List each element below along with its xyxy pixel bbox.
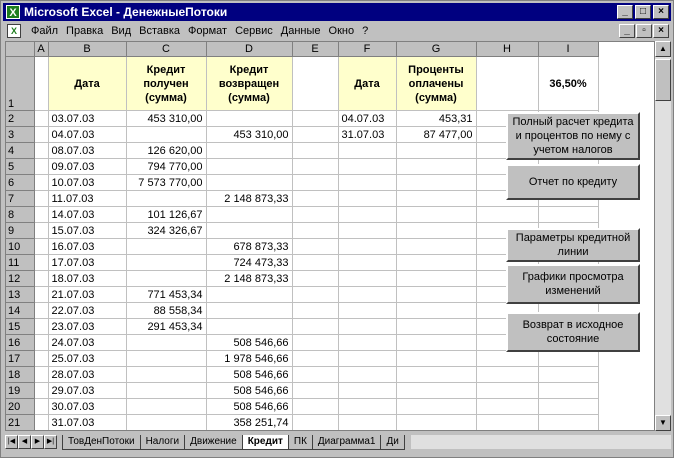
- col-header-f[interactable]: F: [338, 42, 396, 57]
- reset-state-button[interactable]: Возврат в исходное состояние: [506, 312, 640, 352]
- cell[interactable]: [476, 399, 538, 415]
- interest-paid-cell[interactable]: [396, 335, 476, 351]
- interest-date-cell[interactable]: [338, 159, 396, 175]
- row-header[interactable]: 19: [6, 383, 34, 399]
- date-cell[interactable]: 25.07.03: [48, 351, 126, 367]
- credit-received-cell[interactable]: 453 310,00: [126, 111, 206, 127]
- credit-received-cell[interactable]: [126, 351, 206, 367]
- scroll-up-icon[interactable]: ▲: [655, 41, 671, 57]
- table-row: [6, 415, 598, 431]
- date-cell[interactable]: 21.07.03: [48, 287, 126, 303]
- credit-returned-cell[interactable]: 508 546,66: [206, 399, 292, 415]
- scroll-down-icon[interactable]: ▼: [655, 415, 671, 431]
- cell[interactable]: [34, 159, 48, 175]
- interest-paid-cell[interactable]: 453,31: [396, 111, 476, 127]
- row-header[interactable]: 9: [6, 223, 34, 239]
- tab-nalogi[interactable]: Налоги: [140, 435, 186, 450]
- row-header[interactable]: 4: [6, 143, 34, 159]
- cell[interactable]: [34, 255, 48, 271]
- interest-paid-cell[interactable]: [396, 207, 476, 223]
- date-cell[interactable]: 08.07.03: [48, 143, 126, 159]
- tab-kredit[interactable]: Кредит: [242, 435, 289, 450]
- interest-paid-cell[interactable]: [396, 143, 476, 159]
- cell[interactable]: [34, 57, 48, 111]
- cell[interactable]: [538, 399, 598, 415]
- cell[interactable]: [292, 415, 338, 431]
- prev-sheet-icon[interactable]: ◀: [18, 435, 31, 449]
- interest-paid-cell[interactable]: [396, 351, 476, 367]
- credit-returned-cell[interactable]: 453 310,00: [206, 127, 292, 143]
- credit-returned-cell[interactable]: 2 148 873,33: [206, 271, 292, 287]
- credit-received-cell[interactable]: 324 326,67: [126, 223, 206, 239]
- interest-date-cell[interactable]: [338, 175, 396, 191]
- credit-returned-cell[interactable]: [206, 207, 292, 223]
- last-sheet-icon[interactable]: ▶|: [44, 435, 57, 449]
- col-header-c[interactable]: C: [126, 42, 206, 57]
- cell[interactable]: [292, 127, 338, 143]
- cell[interactable]: [34, 303, 48, 319]
- date-cell[interactable]: 30.07.03: [48, 399, 126, 415]
- date-cell[interactable]: 10.07.03: [48, 175, 126, 191]
- first-sheet-icon[interactable]: |◀: [5, 435, 18, 449]
- credit-returned-cell[interactable]: 508 546,66: [206, 383, 292, 399]
- header-interest-date[interactable]: Дата: [338, 57, 396, 111]
- col-header-i[interactable]: I: [538, 42, 598, 57]
- interest-date-cell[interactable]: [338, 399, 396, 415]
- cell[interactable]: [34, 335, 48, 351]
- cell[interactable]: [34, 175, 48, 191]
- doc-minimize-button[interactable]: _: [619, 24, 635, 38]
- doc-restore-button[interactable]: ▫: [636, 24, 652, 38]
- interest-date-cell[interactable]: [338, 239, 396, 255]
- interest-date-cell[interactable]: [338, 415, 396, 431]
- row-header[interactable]: 18: [6, 367, 34, 383]
- credit-params-button[interactable]: Параметры кредитной линии: [506, 228, 640, 262]
- cell[interactable]: [292, 287, 338, 303]
- interest-date-cell[interactable]: [338, 255, 396, 271]
- date-cell[interactable]: 17.07.03: [48, 255, 126, 271]
- credit-received-cell[interactable]: 771 453,34: [126, 287, 206, 303]
- workbook-icon[interactable]: X: [7, 24, 21, 38]
- cell[interactable]: [476, 351, 538, 367]
- credit-returned-cell[interactable]: [206, 287, 292, 303]
- cell[interactable]: [292, 319, 338, 335]
- select-all-corner[interactable]: [6, 42, 34, 57]
- cell[interactable]: [292, 111, 338, 127]
- credit-received-cell[interactable]: [126, 127, 206, 143]
- credit-received-cell[interactable]: [126, 335, 206, 351]
- credit-received-cell[interactable]: 794 770,00: [126, 159, 206, 175]
- credit-received-cell[interactable]: [126, 255, 206, 271]
- row-header[interactable]: 8: [6, 207, 34, 223]
- row-header[interactable]: 20: [6, 399, 34, 415]
- col-header-e[interactable]: E: [292, 42, 338, 57]
- col-header-g[interactable]: G: [396, 42, 476, 57]
- date-cell[interactable]: 29.07.03: [48, 383, 126, 399]
- cell[interactable]: [34, 351, 48, 367]
- credit-report-button[interactable]: Отчет по кредиту: [506, 164, 640, 200]
- cell[interactable]: [476, 415, 538, 431]
- menu-data[interactable]: Данные: [280, 25, 321, 37]
- credit-returned-cell[interactable]: [206, 319, 292, 335]
- cell[interactable]: [292, 351, 338, 367]
- header-credit-received[interactable]: Кредит получен (сумма): [126, 57, 206, 111]
- header-date[interactable]: Дата: [48, 57, 126, 111]
- row-header[interactable]: 6: [6, 175, 34, 191]
- cell[interactable]: [292, 191, 338, 207]
- cell[interactable]: [34, 399, 48, 415]
- cell[interactable]: [538, 367, 598, 383]
- change-charts-button[interactable]: Графики просмотра изменений: [506, 264, 640, 304]
- cell[interactable]: [34, 383, 48, 399]
- interest-date-cell[interactable]: [338, 191, 396, 207]
- header-credit-returned[interactable]: Кредит возвращен (сумма): [206, 57, 292, 111]
- date-cell[interactable]: 22.07.03: [48, 303, 126, 319]
- interest-paid-cell[interactable]: 87 477,00: [396, 127, 476, 143]
- cell[interactable]: [34, 271, 48, 287]
- row-header[interactable]: 14: [6, 303, 34, 319]
- credit-received-cell[interactable]: 7 573 770,00: [126, 175, 206, 191]
- cell[interactable]: [292, 57, 338, 111]
- tab-pk[interactable]: ПК: [288, 435, 313, 450]
- credit-returned-cell[interactable]: 678 873,33: [206, 239, 292, 255]
- date-cell[interactable]: 15.07.03: [48, 223, 126, 239]
- date-cell[interactable]: 18.07.03: [48, 271, 126, 287]
- excel-app-icon: X: [6, 5, 20, 19]
- interest-date-cell[interactable]: [338, 287, 396, 303]
- date-cell[interactable]: 24.07.03: [48, 335, 126, 351]
- title-bar: [3, 3, 671, 21]
- interest-paid-cell[interactable]: [396, 239, 476, 255]
- col-header-h[interactable]: H: [476, 42, 538, 57]
- interest-date-cell[interactable]: [338, 335, 396, 351]
- row-header[interactable]: 2: [6, 111, 34, 127]
- credit-received-cell[interactable]: [126, 367, 206, 383]
- credit-returned-cell[interactable]: [206, 175, 292, 191]
- row-header[interactable]: 13: [6, 287, 34, 303]
- date-cell[interactable]: 04.07.03: [48, 127, 126, 143]
- tab-diagramma1[interactable]: Диаграмма1: [312, 435, 382, 450]
- menu-view[interactable]: Вид: [111, 25, 132, 37]
- tab-tovdenpotoki[interactable]: ТовДенПотоки: [62, 435, 141, 450]
- cell[interactable]: [292, 383, 338, 399]
- cell[interactable]: [34, 207, 48, 223]
- menu-edit[interactable]: Правка: [66, 25, 104, 37]
- credit-returned-cell[interactable]: [206, 223, 292, 239]
- credit-received-cell[interactable]: [126, 399, 206, 415]
- date-cell[interactable]: 28.07.03: [48, 367, 126, 383]
- interest-date-cell[interactable]: [338, 207, 396, 223]
- credit-returned-cell[interactable]: [206, 143, 292, 159]
- row-header[interactable]: 1: [6, 57, 34, 111]
- credit-returned-cell[interactable]: 1 978 546,66: [206, 351, 292, 367]
- interest-paid-cell[interactable]: [396, 319, 476, 335]
- col-header-a[interactable]: A: [34, 42, 48, 57]
- menu-window[interactable]: Окно: [328, 25, 355, 37]
- interest-paid-cell[interactable]: [396, 367, 476, 383]
- header-row: [6, 57, 598, 111]
- interest-paid-cell[interactable]: [396, 271, 476, 287]
- cell[interactable]: [292, 239, 338, 255]
- cell[interactable]: [34, 111, 48, 127]
- next-sheet-icon[interactable]: ▶: [31, 435, 44, 449]
- row-header[interactable]: 17: [6, 351, 34, 367]
- row-header[interactable]: 16: [6, 335, 34, 351]
- cell[interactable]: [34, 415, 48, 431]
- interest-rate-cell[interactable]: 36,50%: [538, 57, 598, 111]
- credit-received-cell[interactable]: 126 620,00: [126, 143, 206, 159]
- interest-date-cell[interactable]: [338, 223, 396, 239]
- interest-date-cell[interactable]: 04.07.03: [338, 111, 396, 127]
- menu-tools[interactable]: Сервис: [235, 25, 273, 37]
- cell[interactable]: [292, 207, 338, 223]
- worksheet-grid[interactable]: [5, 41, 655, 431]
- credit-received-cell[interactable]: [126, 191, 206, 207]
- interest-date-cell[interactable]: [338, 319, 396, 335]
- credit-received-cell[interactable]: 291 453,34: [126, 319, 206, 335]
- interest-date-cell[interactable]: [338, 351, 396, 367]
- maximize-button[interactable]: □: [635, 5, 651, 19]
- row-header[interactable]: 21: [6, 415, 34, 431]
- date-cell[interactable]: 11.07.03: [48, 191, 126, 207]
- date-cell[interactable]: 03.07.03: [48, 111, 126, 127]
- vertical-scrollbar[interactable]: [655, 41, 671, 431]
- cell[interactable]: [292, 143, 338, 159]
- credit-returned-cell[interactable]: 2 148 873,33: [206, 191, 292, 207]
- scroll-thumb[interactable]: [655, 59, 671, 101]
- table-row: [6, 399, 598, 415]
- date-cell[interactable]: 14.07.03: [48, 207, 126, 223]
- interest-date-cell[interactable]: [338, 303, 396, 319]
- credit-received-cell[interactable]: 88 558,34: [126, 303, 206, 319]
- date-cell[interactable]: 31.07.03: [48, 415, 126, 431]
- row-header[interactable]: 3: [6, 127, 34, 143]
- doc-close-button[interactable]: ×: [653, 24, 669, 38]
- minimize-button[interactable]: _: [617, 5, 633, 19]
- row-header[interactable]: 10: [6, 239, 34, 255]
- interest-paid-cell[interactable]: [396, 287, 476, 303]
- date-cell[interactable]: 16.07.03: [48, 239, 126, 255]
- row-header[interactable]: 12: [6, 271, 34, 287]
- interest-date-cell[interactable]: [338, 271, 396, 287]
- interest-paid-cell[interactable]: [396, 255, 476, 271]
- cell[interactable]: [34, 367, 48, 383]
- interest-paid-cell[interactable]: [396, 191, 476, 207]
- cell[interactable]: [292, 399, 338, 415]
- cell[interactable]: [538, 207, 598, 223]
- cell[interactable]: [34, 319, 48, 335]
- interest-date-cell[interactable]: 31.07.03: [338, 127, 396, 143]
- col-header-b[interactable]: B: [48, 42, 126, 57]
- tab-di[interactable]: Ди: [380, 435, 404, 450]
- menu-format[interactable]: Формат: [188, 25, 228, 37]
- interest-paid-cell[interactable]: [396, 415, 476, 431]
- cell[interactable]: [292, 175, 338, 191]
- cell[interactable]: [34, 143, 48, 159]
- table-row: [6, 383, 598, 399]
- close-button[interactable]: ×: [653, 5, 669, 19]
- interest-paid-cell[interactable]: [396, 159, 476, 175]
- credit-received-cell[interactable]: [126, 415, 206, 431]
- table-row: [6, 367, 598, 383]
- interest-date-cell[interactable]: [338, 367, 396, 383]
- credit-received-cell[interactable]: [126, 271, 206, 287]
- cell[interactable]: [34, 223, 48, 239]
- credit-returned-cell[interactable]: 508 546,66: [206, 367, 292, 383]
- cell[interactable]: [34, 287, 48, 303]
- credit-received-cell[interactable]: [126, 383, 206, 399]
- cell[interactable]: [476, 367, 538, 383]
- cell[interactable]: [292, 255, 338, 271]
- column-header-row: [6, 42, 598, 57]
- interest-paid-cell[interactable]: [396, 303, 476, 319]
- cell[interactable]: [538, 351, 598, 367]
- cell[interactable]: [538, 383, 598, 399]
- date-cell[interactable]: 23.07.03: [48, 319, 126, 335]
- row-header[interactable]: 5: [6, 159, 34, 175]
- horizontal-scrollbar[interactable]: [411, 435, 671, 449]
- interest-date-cell[interactable]: [338, 383, 396, 399]
- cell[interactable]: [476, 57, 538, 111]
- row-header[interactable]: 11: [6, 255, 34, 271]
- col-header-d[interactable]: D: [206, 42, 292, 57]
- full-calc-button[interactable]: Полный расчет кредита и процентов по нему с учетом налогов: [506, 112, 640, 160]
- table-row: [6, 351, 598, 367]
- tab-dvizhenie[interactable]: Движение: [184, 435, 243, 450]
- date-cell[interactable]: 09.07.03: [48, 159, 126, 175]
- credit-returned-cell[interactable]: [206, 159, 292, 175]
- interest-paid-cell[interactable]: [396, 175, 476, 191]
- credit-received-cell[interactable]: [126, 239, 206, 255]
- interest-paid-cell[interactable]: [396, 383, 476, 399]
- credit-received-cell[interactable]: 101 126,67: [126, 207, 206, 223]
- cell[interactable]: [292, 335, 338, 351]
- row-header[interactable]: 15: [6, 319, 34, 335]
- window-title: Microsoft Excel - ДенежныеПотоки: [24, 5, 228, 19]
- interest-date-cell[interactable]: [338, 143, 396, 159]
- sheet-tab-bar: [5, 433, 671, 451]
- header-interest-paid[interactable]: Проценты оплачены (сумма): [396, 57, 476, 111]
- cell[interactable]: [34, 191, 48, 207]
- cell[interactable]: [292, 223, 338, 239]
- cell[interactable]: [476, 383, 538, 399]
- interest-paid-cell[interactable]: [396, 223, 476, 239]
- cell[interactable]: [34, 127, 48, 143]
- credit-returned-cell[interactable]: [206, 303, 292, 319]
- cell[interactable]: [34, 239, 48, 255]
- menu-help[interactable]: ?: [362, 25, 369, 37]
- credit-returned-cell[interactable]: 358 251,74: [206, 415, 292, 431]
- cell[interactable]: [476, 207, 538, 223]
- table-row: [6, 207, 598, 223]
- credit-returned-cell[interactable]: [206, 111, 292, 127]
- credit-returned-cell[interactable]: 724 473,33: [206, 255, 292, 271]
- cell[interactable]: [292, 271, 338, 287]
- cell[interactable]: [292, 159, 338, 175]
- cell[interactable]: [292, 303, 338, 319]
- menu-bar: [3, 22, 671, 40]
- interest-paid-cell[interactable]: [396, 399, 476, 415]
- credit-returned-cell[interactable]: 508 546,66: [206, 335, 292, 351]
- menu-file[interactable]: Файл: [31, 25, 59, 37]
- cell[interactable]: [538, 415, 598, 431]
- row-header[interactable]: 7: [6, 191, 34, 207]
- menu-insert[interactable]: Вставка: [139, 25, 181, 37]
- cell[interactable]: [292, 367, 338, 383]
